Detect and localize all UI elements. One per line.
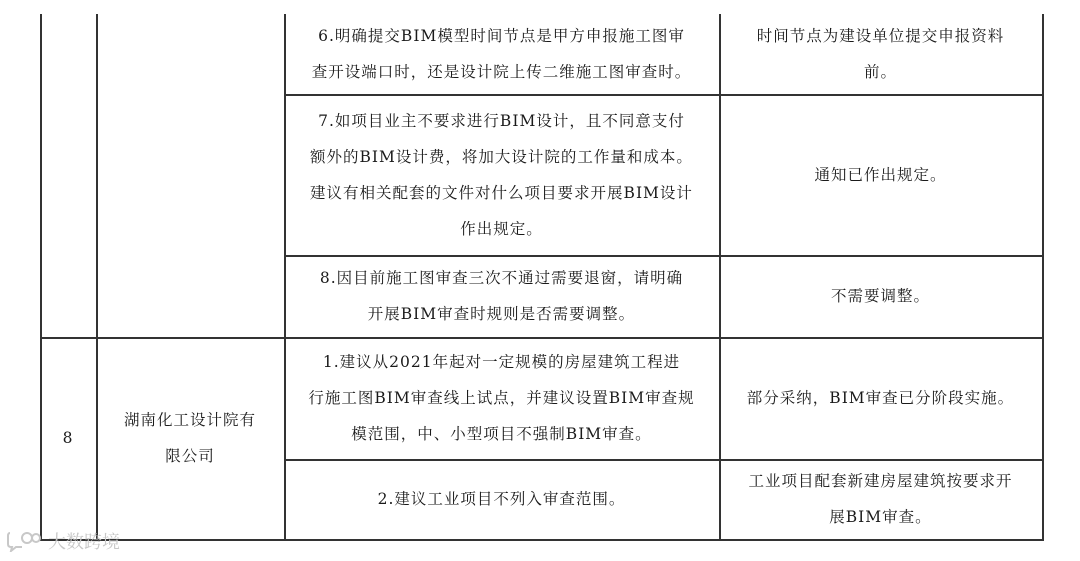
suggestion-cell	[284, 94, 719, 255]
suggestion-line: 7.如项目业主不要求进行BIM设计，且不同意支付	[318, 111, 685, 130]
suggestion-line: 查开设端口时，还是设计院上传二维施工图审查时。	[311, 63, 692, 81]
reply-line: 不需要调整。	[830, 287, 930, 305]
reply-cell	[719, 337, 1042, 459]
reply-line: 工业项目配套新建房屋建筑按要求开	[748, 472, 1013, 490]
table-border-bottom	[40, 539, 1044, 541]
reply-cell	[719, 94, 1042, 255]
suggestion-line: 开展BIM审查时规则是否需要调整。	[367, 305, 636, 323]
reply-line: 前。	[863, 63, 897, 81]
suggestion-line: 8.因目前施工图审查三次不通过需要退窗，请明确	[319, 269, 684, 287]
suggestion-line: 建议有相关配套的文件对什么项目要求开展BIM设计	[310, 183, 693, 202]
suggestion-cell	[284, 459, 719, 539]
reply-cell	[719, 459, 1042, 539]
suggestion-cell	[284, 337, 719, 459]
reply-line: 通知已作出规定。	[814, 165, 947, 184]
unit-cell	[96, 337, 284, 539]
reply-line: 展BIM审查。	[829, 508, 932, 526]
suggestion-line: 2.建议工业项目不列入审查范围。	[377, 490, 626, 508]
watermark-text: 大数跨境	[48, 532, 120, 553]
suggestion-line: 额外的BIM设计费，将加大设计院的工作量和成本。	[310, 147, 693, 166]
number-cell	[40, 337, 96, 539]
feedback-table	[40, 14, 1044, 541]
suggestion-line: 6.明确提交BIM模型时间节点是甲方申报施工图审	[318, 27, 685, 45]
row-number: 8	[62, 429, 74, 447]
suggestion-cell	[284, 14, 719, 94]
reply-cell	[719, 255, 1042, 337]
unit-name-line: 限公司	[165, 447, 215, 465]
suggestion-line: 模范围，中、小型项目不强制BIM审查。	[351, 425, 652, 443]
reply-line: 时间节点为建设单位提交申报资料	[756, 27, 1005, 45]
suggestion-line: 行施工图BIM审查线上试点，并建议设置BIM审查规	[308, 389, 695, 407]
chat-bubble-logo-icon	[6, 530, 42, 552]
reply-line: 部分采纳，BIM审查已分阶段实施。	[746, 389, 1015, 407]
suggestion-line: 1.建议从2021年起对一定规模的房屋建筑工程进	[322, 353, 681, 371]
watermark	[6, 528, 120, 554]
suggestion-line: 作出规定。	[460, 219, 543, 238]
unit-name-line: 湖南化工设计院有	[123, 411, 256, 429]
suggestion-cell	[284, 255, 719, 337]
reply-cell	[719, 14, 1042, 94]
